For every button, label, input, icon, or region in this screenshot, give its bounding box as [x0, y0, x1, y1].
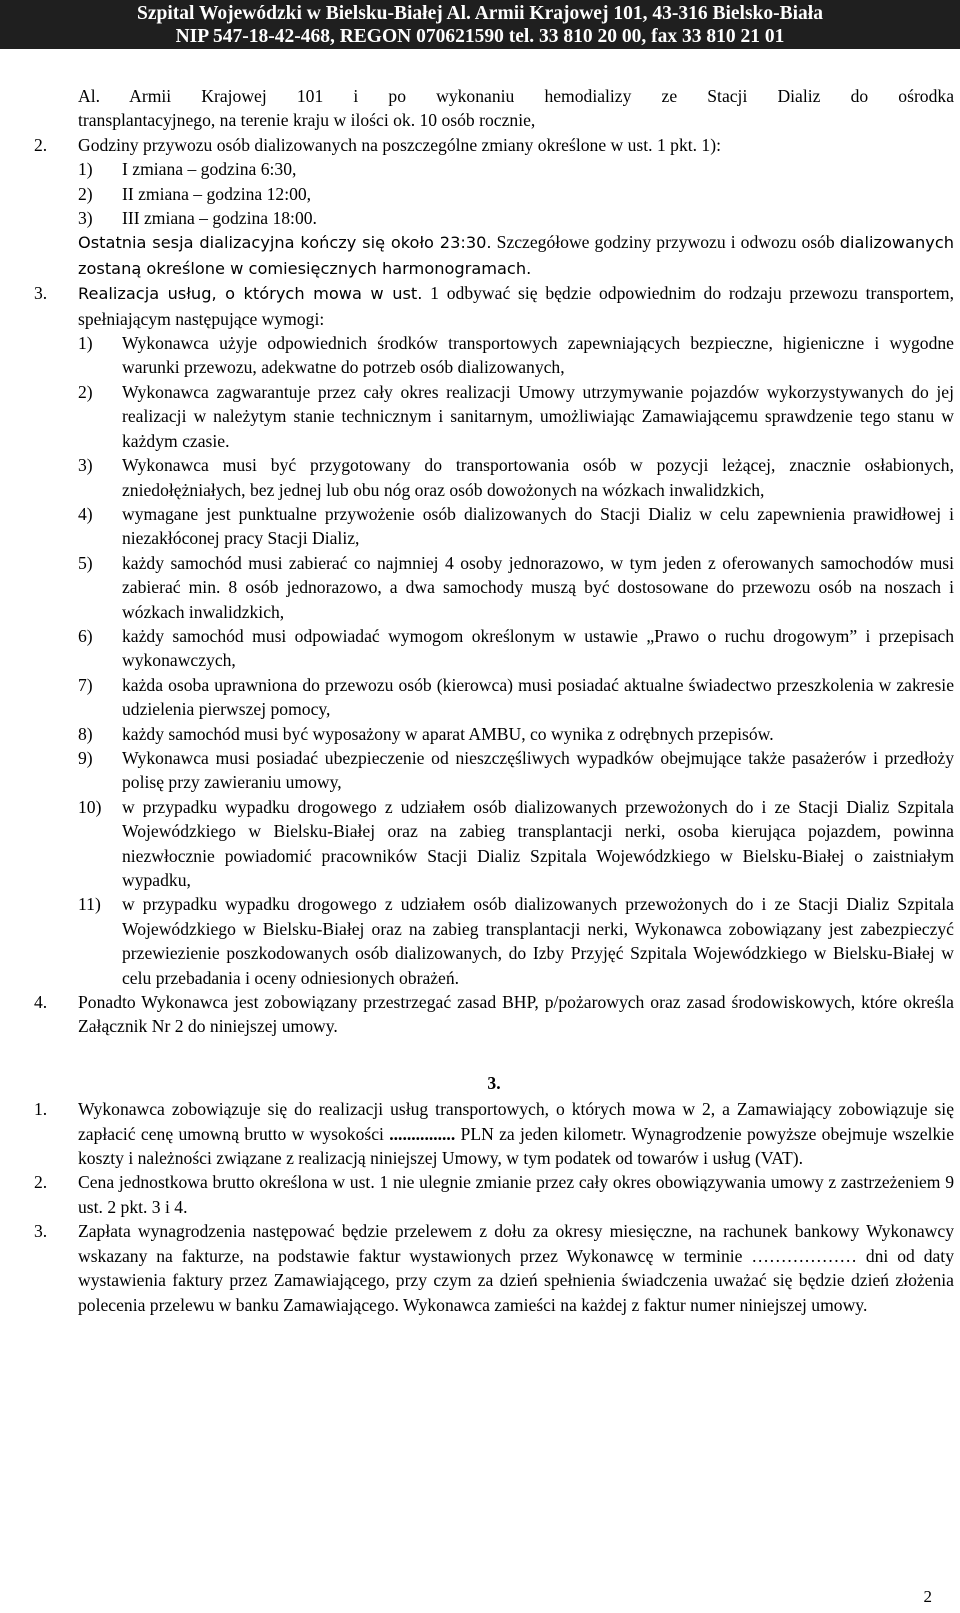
- paragraph-text: Cena jednostkowa brutto określona w ust. 1 nie ulegnie zmianie przez cały okres obowiązywania umowy z zastrzeżeniem 9 ust. 2 pkt. 3 i 4.: [78, 1172, 954, 1217]
- list-item: [78, 206, 954, 230]
- list-text: każda osoba uprawniona do przewozu osób (kierowca) musi posiadać aktualne świadectwo przeszkolenia w zakresie udzielenia pierwszej pomocy,: [122, 674, 954, 720]
- document-header: [0, 0, 960, 49]
- list-item: [78, 380, 954, 453]
- paragraph-number: 3.: [34, 1221, 48, 1242]
- list-item: [78, 673, 954, 722]
- list-text: Wykonawca użyje odpowiednich środków transportowych zapewniających bezpieczne, higieniczne i wygodne warunki przewozu, adekwatne do potrzeb osób dializowanych,: [122, 333, 954, 378]
- list-number: 1): [78, 159, 93, 180]
- paragraph-4: [34, 990, 954, 1039]
- paragraph-number: 3.: [34, 283, 48, 304]
- list-text: I zmiana – godzina 6:30,: [122, 159, 297, 180]
- paragraph-text: 1 odbywać się będzie odpowiednim do rodzaju przewozu transportem, spełniającym następujące wymogi:: [78, 283, 955, 329]
- list-number: 3): [78, 455, 93, 476]
- list-text: Wykonawca musi być przygotowany do transportowania osób w pozycji leżącej, znacznie osłabionych, zniedołężniałych, bez jednej lub obu nóg oraz osób dowożonych na wózkach inwalidzkich,: [122, 455, 954, 500]
- list-item: [78, 795, 954, 893]
- paragraph-text: PLN za jeden kilometr. Wynagrodzenie powyższe obejmuje wszelkie koszty i należności związane z realizacją niniejszej Umowy, w tym podatek od towarów i usług (VAT).: [78, 1123, 954, 1169]
- list-text: II zmiana – godzina 12:00,: [122, 183, 312, 204]
- list-item: [78, 157, 954, 181]
- list-item: [78, 331, 954, 380]
- list-text: III zmiana – godzina 18:00.: [122, 208, 317, 229]
- text-line: Al. Armii Krajowej 101 i po wykonaniu hemodializy ze Stacji Dializ do ośrodka: [78, 86, 954, 106]
- list-text: każdy samochód musi odpowiadać wymogom określonym w ustawie „Prawo o ruchu drogowym” i przepisach wykonawczych,: [122, 625, 954, 671]
- paragraph-text: Wykonawca zobowiązuje się do realizacji usług transportowych, o których mowa w 2, a Zamawiający zobowiązuje się zapłacić cenę umowną brutto w wysokości: [78, 1099, 954, 1144]
- paragraph-text: Ponadto Wykonawca jest zobowiązany przestrzegać zasad BHP, p/pożarowych oraz zasad środowiskowych, które określa Załącznik Nr 2 do niniejszej umowy.: [78, 992, 954, 1037]
- list-text: Wykonawca zagwarantuje przez cały okres realizacji Umowy utrzymywanie pojazdów wykorzystywanych do jej realizacji w należytym stanie technicznym i sanitarnym, umożliwiając Zamawiającemu sprawdzenie tego stanu w każdym czasie.: [122, 381, 954, 451]
- list-item: [78, 892, 954, 990]
- list-number: 2): [78, 183, 93, 204]
- list-number: 10): [78, 796, 102, 817]
- paragraph-text-sans: Realizacja usług, o których mowa w ust.: [78, 284, 423, 304]
- note-text: Szczegółowe godziny przywozu i odwozu osób: [496, 232, 835, 253]
- list-number: 8): [78, 723, 93, 744]
- list-item: [78, 453, 954, 502]
- note-text-sans: Ostatnia sesja dializacyjna kończy się około 23:30.: [78, 233, 492, 253]
- document-body: [34, 84, 954, 1317]
- list-text: każdy samochód musi zabierać co najmniej 4 osoby jednorazowo, w tym jeden z oferowanych samochodów musi zabierać min. 8 osób jednorazowo, a dwa samochody muszą być dostosowane do przewozu osób na noszach i wózkach inwalidzkich,: [122, 552, 954, 622]
- paragraph-number: 2.: [34, 134, 48, 155]
- section-3-paragraph-3: [34, 1219, 954, 1317]
- blank-amount-field: ...............: [389, 1123, 456, 1144]
- list-number: 7): [78, 674, 93, 695]
- paragraph-2: [34, 133, 954, 281]
- list-item: [78, 551, 954, 624]
- list-number: 2): [78, 381, 93, 402]
- section-3-paragraph-1: [34, 1097, 954, 1170]
- page-number: 2: [923, 1587, 932, 1606]
- paragraph-number: 2.: [34, 1172, 48, 1193]
- paragraph-text: Godziny przywozu osób dializowanych na poszczególne zmiany określone w ust. 1 pkt. 1):: [78, 134, 721, 155]
- paragraph-number: 1.: [34, 1099, 48, 1120]
- list-item: [78, 722, 954, 746]
- paragraph-number: 4.: [34, 992, 48, 1013]
- list-text: w przypadku wypadku drogowego z udziałem osób dializowanych przewożonych do i ze Stacji Dializ Szpitala Wojewódzkiego w Bielsku-Białej oraz na zabieg transplantacji nerki, osoba kierująca pojazdem, powinna niezwłocznie powiadomić pracowników Stacji Dializ Szpitala Wojewódzkiego w Bielsku-Białej o zaistniałym wypadku,: [122, 796, 954, 890]
- paragraph-3: [34, 281, 954, 990]
- list-item: [78, 182, 954, 206]
- list-item: [78, 502, 954, 551]
- list-number: 11): [78, 894, 101, 915]
- list-text: wymagane jest punktualne przywożenie osób dializowanych do Stacji Dializ w celu zapewnienia prawidłowej i niezakłóconej pracy Stacji Dializ,: [122, 503, 954, 549]
- list-text: w przypadku wypadku drogowego z udziałem osób dializowanych przewożonych do i ze Stacji Dializ Szpitala Wojewódzkiego w Bielsku-Białej oraz na zabieg transplantacji nerki, Wykonawca zobowiązany jest zabezpieczyć przewiezienie poszkodowanych osób dializowanych, do Izby Przyjęć Szpitala Wojewódzkiego w Bielsku-Białej w celu przebadania i oceny odniesionych obrażeń.: [122, 894, 954, 988]
- list-text: każdy samochód musi być wyposażony w aparat AMBU, co wynika z odrębnych przepisów.: [122, 723, 774, 744]
- list-number: 6): [78, 625, 93, 646]
- note-text-sans: dializowanych zostaną określone w comiesięcznych harmonogramach.: [78, 233, 955, 278]
- paragraph-continuation: [34, 84, 954, 133]
- list-number: 9): [78, 747, 93, 768]
- list-number: 3): [78, 208, 93, 229]
- list-text: Wykonawca musi posiadać ubezpieczenie od nieszczęśliwych wypadków obejmujące także pasażerów i przedłoży polisę przy zawieraniu umowy,: [122, 747, 954, 793]
- list-item: [78, 746, 954, 795]
- header-address-line: Szpital Wojewódzki w Bielsku-Białej Al. Armii Krajowej 101, 43-316 Bielsko-Biała: [137, 3, 823, 24]
- text-line: transplantacyjnego, na terenie kraju w ilości ok. 10 osób rocznie,: [78, 110, 536, 131]
- section-3-paragraph-2: [34, 1170, 954, 1219]
- paragraph-note: [78, 230, 954, 281]
- header-ids-line: NIP 547-18-42-468, REGON 070621590 tel. 33 810 20 00, fax 33 810 21 01: [175, 26, 785, 47]
- section-heading: 3.: [487, 1072, 501, 1093]
- list-number: 4): [78, 503, 93, 524]
- list-number: 1): [78, 333, 93, 354]
- list-number: 5): [78, 552, 93, 573]
- paragraph-text: Zapłata wynagrodzenia następować będzie przelewem z dołu za okresy miesięczne, na rachunek bankowy Wykonawcy wskazany na fakturze, na podstawie faktur wystawionych przez Wykonawcę w terminie ……………… dni od daty wystawienia faktury przez Zamawiającego, przy czym za dzień spełnienia świadczenia uważać się będzie dzień złożenia polecenia przelewu w banku Zamawiającego. Wykonawca zamieści na każdej z faktur numer niniejszej umowy.: [78, 1221, 954, 1315]
- list-item: [78, 624, 954, 673]
